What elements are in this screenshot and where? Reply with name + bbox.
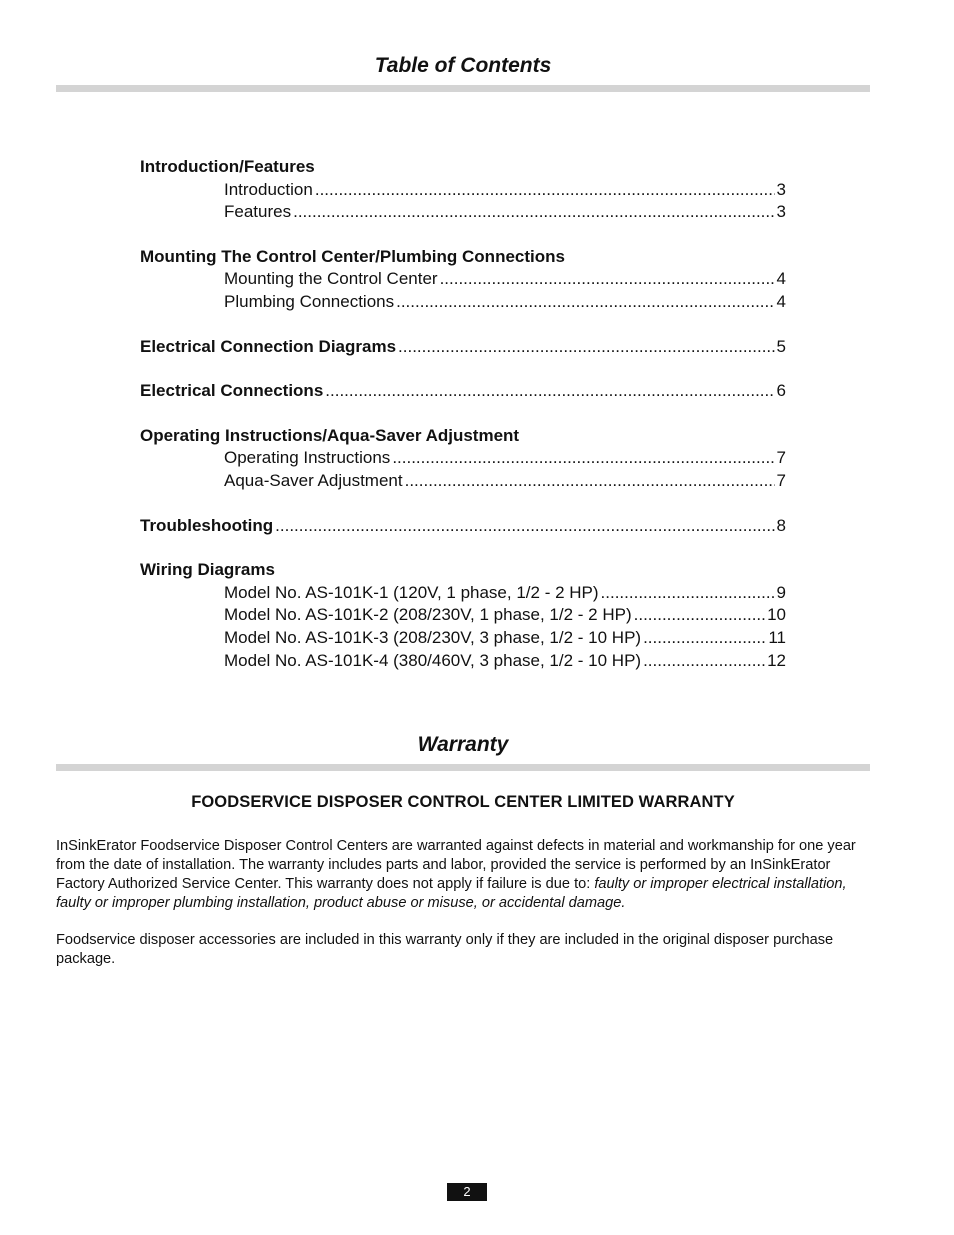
leader-dots [643, 627, 766, 650]
toc-entry-label: Aqua-Saver Adjustment [224, 470, 403, 490]
toc-entry[interactable] [140, 650, 786, 673]
warranty-exclusions: faulty or improper electrical installation, faulty or improper plumbing installation, product abuse or misuse, or accidental damage. [56, 876, 847, 911]
toc-entry-page: 8 [776, 515, 786, 535]
leader-dots [634, 604, 765, 627]
toc-heading: Mounting The Control Center/Plumbing Connections [140, 246, 565, 266]
toc-group-introduction [140, 156, 786, 224]
toc-entry-page: 6 [776, 381, 786, 401]
leader-dots [325, 380, 774, 403]
leader-dots [601, 582, 775, 605]
leader-dots [405, 470, 775, 493]
toc-entry-page: 7 [776, 470, 786, 490]
toc-entry[interactable] [140, 268, 786, 291]
toc-entry[interactable] [140, 604, 786, 627]
toc-divider [56, 85, 870, 92]
toc-entry-label: Troubleshooting [140, 515, 274, 535]
toc-group-electrical-connections [140, 380, 786, 403]
toc-entry-page: 9 [776, 582, 786, 602]
toc-entry-label: Model No. AS-101K-2 (208/230V, 1 phase, 1/2 - 2 HP) [224, 605, 632, 625]
toc-entry[interactable] [140, 447, 786, 470]
toc-group-troubleshooting [140, 515, 786, 538]
toc-title: Table of Contents [374, 54, 552, 77]
toc-entry-label: Model No. AS-101K-1 (120V, 1 phase, 1/2 - 2 HP) [224, 582, 599, 602]
leader-dots [643, 650, 765, 673]
toc-entry[interactable] [140, 582, 786, 605]
leader-dots [392, 447, 774, 470]
toc-entry[interactable] [140, 291, 786, 314]
toc-entry-page: 7 [776, 448, 786, 468]
warranty-heading: FOODSERVICE DISPOSER CONTROL CENTER LIMITED WARRANTY [191, 793, 735, 811]
toc-entry-label: Plumbing Connections [224, 291, 395, 311]
toc-heading: Introduction/Features [140, 157, 315, 176]
warranty-text: InSinkErator Foodservice Disposer Control Centers are warranted against defects in material and workmanship for one year from the date of installation. The warranty includes parts and labor, provided the service is performed by an InSinkErator Factory Authorized Service Center. This warranty does not apply if failure is due to: [56, 838, 856, 892]
toc-entry-label: Electrical Connection Diagrams [140, 336, 397, 356]
toc-entry[interactable] [140, 336, 786, 359]
toc-entry-label: Electrical Connections [140, 381, 324, 401]
toc-entry-label: Introduction [224, 179, 313, 199]
warranty-paragraph [56, 837, 876, 913]
leader-dots [293, 201, 774, 224]
leader-dots [275, 515, 774, 538]
leader-dots [440, 268, 775, 291]
toc-entry-page: 10 [767, 605, 786, 625]
toc-entry[interactable] [140, 627, 786, 650]
toc-group-electrical-diagrams [140, 336, 786, 359]
toc-entry-label: Features [224, 202, 292, 222]
toc-entry-page: 4 [776, 291, 786, 311]
page-number: 2 [447, 1183, 487, 1201]
warranty-divider [56, 764, 870, 771]
toc-group-mounting [140, 246, 786, 314]
toc-group-wiring [140, 559, 786, 672]
toc-entry-page: 3 [776, 179, 786, 199]
toc-entry[interactable] [140, 179, 786, 202]
toc-entry[interactable] [140, 201, 786, 224]
accessories-paragraph: Foodservice disposer accessories are included in this warranty only if they are included in the original disposer purchase package. [56, 932, 834, 967]
toc-entry-page: 3 [776, 202, 786, 222]
toc-entry[interactable] [140, 380, 786, 403]
table-of-contents [140, 156, 786, 694]
toc-entry-page: 11 [768, 627, 786, 647]
toc-entry[interactable] [140, 470, 786, 493]
toc-entry-page: 4 [776, 269, 786, 289]
toc-heading: Operating Instructions/Aqua-Saver Adjustment [140, 425, 520, 445]
leader-dots [396, 291, 774, 314]
toc-entry-label: Mounting the Control Center [224, 269, 438, 289]
leader-dots [315, 179, 775, 202]
warranty-title: Warranty [417, 733, 509, 756]
toc-entry-label: Model No. AS-101K-3 (208/230V, 3 phase, 1/2 - 10 HP) [224, 627, 642, 647]
toc-entry-page: 12 [767, 650, 786, 670]
toc-entry-page: 5 [776, 336, 786, 356]
leader-dots [398, 336, 775, 359]
toc-entry[interactable] [140, 515, 786, 538]
toc-entry-label: Operating Instructions [224, 448, 391, 468]
toc-heading: Wiring Diagrams [140, 560, 275, 580]
toc-entry-label: Model No. AS-101K-4 (380/460V, 3 phase, 1/2 - 10 HP) [224, 650, 642, 670]
toc-group-operating [140, 425, 786, 493]
